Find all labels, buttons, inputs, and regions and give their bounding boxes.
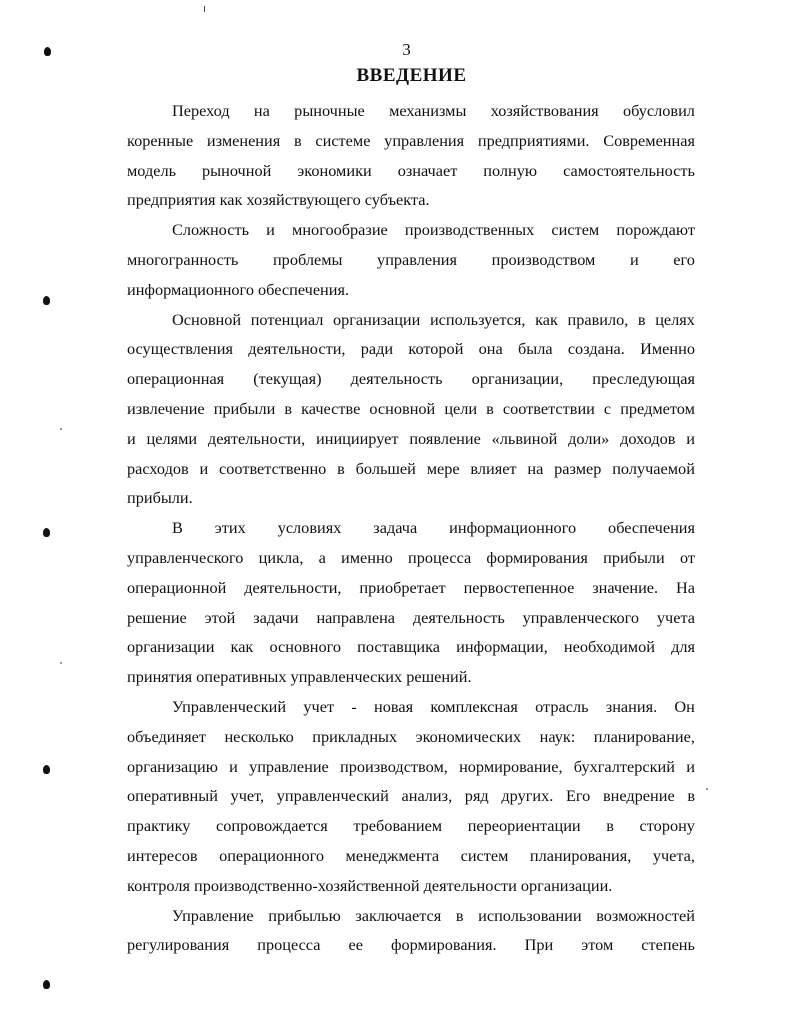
word: на	[527, 458, 544, 478]
word: основного	[269, 637, 342, 657]
text-line	[127, 126, 695, 156]
word: ради	[360, 339, 394, 359]
word: первостепенное	[463, 577, 575, 597]
word: нормирование,	[459, 756, 563, 776]
word: производством,	[340, 756, 448, 776]
text-line	[127, 334, 695, 364]
word: доли»	[568, 428, 610, 448]
word: регулирования	[127, 935, 230, 955]
word: бухгалтерский	[573, 756, 675, 776]
word: системе	[315, 130, 371, 150]
binding-mark	[43, 765, 50, 774]
word: отрасль	[535, 696, 589, 716]
binding-mark	[43, 528, 50, 537]
word: управления	[377, 249, 458, 269]
word: На	[676, 577, 695, 597]
word: Переход	[172, 101, 230, 120]
word: в	[606, 816, 614, 836]
word: хозяйствования	[490, 101, 599, 120]
word: и	[266, 220, 275, 240]
word: этом	[581, 935, 614, 955]
word: модель	[127, 160, 177, 180]
word: анализ,	[401, 786, 453, 806]
word: именно	[341, 547, 393, 567]
word: как	[535, 309, 558, 329]
word: направлена	[316, 607, 396, 627]
word: деятельности,	[248, 339, 346, 359]
word: потенциал	[250, 309, 324, 329]
word: рыночные	[294, 101, 365, 120]
word: переориентации	[467, 816, 581, 836]
word: от	[679, 547, 695, 567]
text-line: предприятия как хозяйствующего субъекта.	[127, 190, 430, 210]
text-line: информационного обеспечения.	[127, 279, 350, 299]
word: в	[455, 905, 464, 925]
text-line	[127, 454, 695, 484]
word: влияет	[470, 458, 517, 478]
text-line	[127, 901, 695, 931]
word: Его	[565, 786, 591, 806]
word: организации	[127, 637, 215, 657]
text-line	[127, 513, 695, 543]
binding-mark	[43, 980, 50, 989]
text-line	[127, 305, 695, 335]
word: соответствии	[502, 398, 595, 418]
word: большей	[355, 458, 416, 478]
scan-speck	[706, 788, 708, 790]
word: заключается	[355, 905, 442, 925]
word: требованием	[353, 816, 443, 836]
word: создана.	[567, 339, 625, 359]
text-line	[127, 781, 695, 811]
word: управление	[249, 756, 329, 776]
word: В	[172, 518, 183, 538]
word: значение.	[592, 577, 659, 597]
text-line	[127, 245, 695, 275]
word: Основной	[172, 309, 242, 329]
word: учета	[656, 607, 695, 627]
word: экономики	[297, 160, 372, 180]
text-line	[127, 156, 695, 186]
word: соответственно	[219, 458, 327, 478]
word: производством	[491, 249, 596, 269]
word: основной	[369, 398, 436, 418]
word: учет	[303, 696, 335, 716]
word: правило,	[567, 309, 629, 329]
word: обусловил	[622, 101, 695, 120]
text-line	[127, 930, 695, 960]
text-line	[127, 811, 695, 841]
word: Управление	[172, 905, 254, 925]
word: в	[637, 309, 646, 329]
word: планирование,	[593, 726, 695, 746]
word: учета,	[652, 845, 695, 865]
word: менеджмента	[345, 845, 440, 865]
word: возможностей	[596, 905, 695, 925]
word: с	[603, 398, 612, 418]
word: использовании	[478, 905, 582, 925]
word: поставщика	[357, 637, 441, 657]
word: учет,	[230, 786, 265, 806]
word: систем	[460, 845, 509, 865]
word: используется,	[429, 309, 526, 329]
word: предметом	[620, 398, 695, 418]
word: Управленческий	[172, 696, 287, 716]
word: процесса	[257, 935, 321, 955]
text-line	[127, 543, 695, 573]
word: задачи	[253, 607, 299, 627]
text-line: принятия оперативных управленческих решений.	[127, 667, 472, 687]
word: цикла,	[258, 547, 304, 567]
word: степень	[641, 935, 695, 955]
word: объединяет	[127, 726, 206, 746]
word: прибыли	[603, 547, 665, 567]
word: знания.	[605, 696, 658, 716]
word: целях	[655, 309, 695, 329]
binding-mark	[44, 47, 51, 56]
text-line	[127, 603, 695, 633]
word: извлечение	[127, 398, 205, 418]
word: осуществления	[127, 339, 233, 359]
text-line	[127, 752, 695, 782]
word: процесса	[408, 547, 472, 567]
word: Именно	[640, 339, 695, 359]
word: практику	[127, 816, 191, 836]
word: задача	[373, 518, 418, 538]
word: его	[673, 249, 695, 269]
word: она	[478, 339, 503, 359]
word: внедрение	[602, 786, 675, 806]
word: «львиной	[491, 428, 558, 448]
word: и	[686, 428, 695, 448]
word: и	[686, 756, 695, 776]
scan-speck	[204, 6, 205, 12]
word: мере	[426, 458, 460, 478]
word: организации	[332, 309, 421, 329]
word: целями	[146, 428, 198, 448]
word: преследующая	[592, 369, 695, 389]
word: обеспечения	[608, 518, 695, 538]
word: а	[318, 547, 326, 567]
word: коренные	[127, 130, 194, 150]
word: полную	[483, 160, 538, 180]
word: Сложность	[172, 220, 249, 240]
word: условиях	[277, 518, 342, 538]
word: на	[253, 101, 270, 120]
word: новая	[374, 696, 414, 716]
word: размер	[554, 458, 602, 478]
word: многообразие	[292, 220, 388, 240]
word: управленческий	[276, 786, 389, 806]
word: экономических	[415, 726, 522, 746]
word: При	[524, 935, 554, 955]
word: как	[230, 637, 254, 657]
word: инициирует	[316, 428, 399, 448]
word: доходов	[620, 428, 676, 448]
word: сопровождается	[216, 816, 328, 836]
word: деятельности,	[244, 577, 342, 597]
word: и	[629, 249, 639, 269]
word: предприятиями.	[477, 130, 590, 150]
word: в	[687, 786, 695, 806]
word: информационного	[449, 518, 577, 538]
word: для	[671, 637, 695, 657]
word: и	[229, 756, 238, 776]
text-line: контроля производственно-хозяйственной деятельности организации.	[127, 875, 613, 895]
word: управленческого	[522, 607, 640, 627]
word: ряд	[464, 786, 489, 806]
word: в	[293, 130, 302, 150]
word: операционная	[127, 369, 225, 389]
word: изменения	[206, 130, 281, 150]
scan-speck	[60, 428, 62, 430]
page-number: 3	[402, 40, 411, 59]
word: получаемой	[612, 458, 695, 478]
word: других.	[501, 786, 554, 806]
scan-speck	[60, 662, 62, 664]
text-line	[127, 394, 695, 424]
word: цели	[444, 398, 478, 418]
word: и	[199, 458, 209, 478]
word: этой	[204, 607, 236, 627]
word: означает	[397, 160, 458, 180]
word: в	[284, 398, 293, 418]
word: многогранность	[127, 249, 239, 269]
word: самостоятельность	[563, 160, 695, 180]
word: несколько	[224, 726, 294, 746]
word: порождают	[616, 220, 695, 240]
word: Он	[674, 696, 695, 716]
text-line	[127, 215, 695, 245]
word: Современная	[603, 130, 695, 150]
word: качестве	[301, 398, 361, 418]
word: -	[351, 696, 357, 716]
word: деятельности,	[207, 428, 306, 448]
word: решение	[127, 607, 187, 627]
word: ее	[348, 935, 363, 955]
text-line	[127, 692, 695, 722]
word: (текущая)	[253, 369, 322, 389]
word: операционного	[219, 845, 325, 865]
word: прикладных	[312, 726, 398, 746]
text-line	[127, 424, 695, 454]
word: и	[127, 428, 136, 448]
word: управленческого	[127, 547, 244, 567]
word: формирования	[486, 547, 588, 567]
text-line	[127, 632, 695, 662]
word: этих	[214, 518, 246, 538]
word: расходов	[127, 458, 189, 478]
text-line	[127, 96, 695, 126]
word: деятельность	[412, 607, 505, 627]
word: рыночной	[202, 160, 272, 180]
word: в	[337, 458, 345, 478]
word: систем	[551, 220, 600, 240]
word: формирования.	[390, 935, 497, 955]
word: операционной	[127, 577, 227, 597]
word: оперативный	[127, 786, 218, 806]
word: управления	[384, 130, 465, 150]
text-line	[127, 573, 695, 603]
word: комплексная	[430, 696, 518, 716]
text-line	[127, 364, 695, 394]
word: интересов	[127, 845, 198, 865]
word: планирования,	[529, 845, 632, 865]
body-text	[127, 96, 695, 960]
word: проблемы	[272, 249, 343, 269]
word: которой	[408, 339, 464, 359]
word: организацию	[127, 756, 218, 776]
text-line	[127, 841, 695, 871]
word: наук:	[539, 726, 576, 746]
word: механизмы	[389, 101, 467, 120]
word: прибылью	[268, 905, 341, 925]
word: прибыли	[213, 398, 276, 418]
binding-mark	[43, 296, 50, 305]
word: в	[486, 398, 494, 418]
text-line	[127, 722, 695, 752]
word: приобретает	[359, 577, 446, 597]
word: была	[518, 339, 553, 359]
word: появление	[409, 428, 481, 448]
word: деятельность	[350, 369, 443, 389]
word: сторону	[639, 816, 695, 836]
word: информации,	[456, 637, 548, 657]
word: необходимой	[563, 637, 655, 657]
text-line: прибыли.	[127, 488, 193, 508]
word: организации,	[471, 369, 564, 389]
section-heading: ВВЕДЕНИЕ	[356, 65, 467, 86]
word: производственных	[404, 220, 535, 240]
